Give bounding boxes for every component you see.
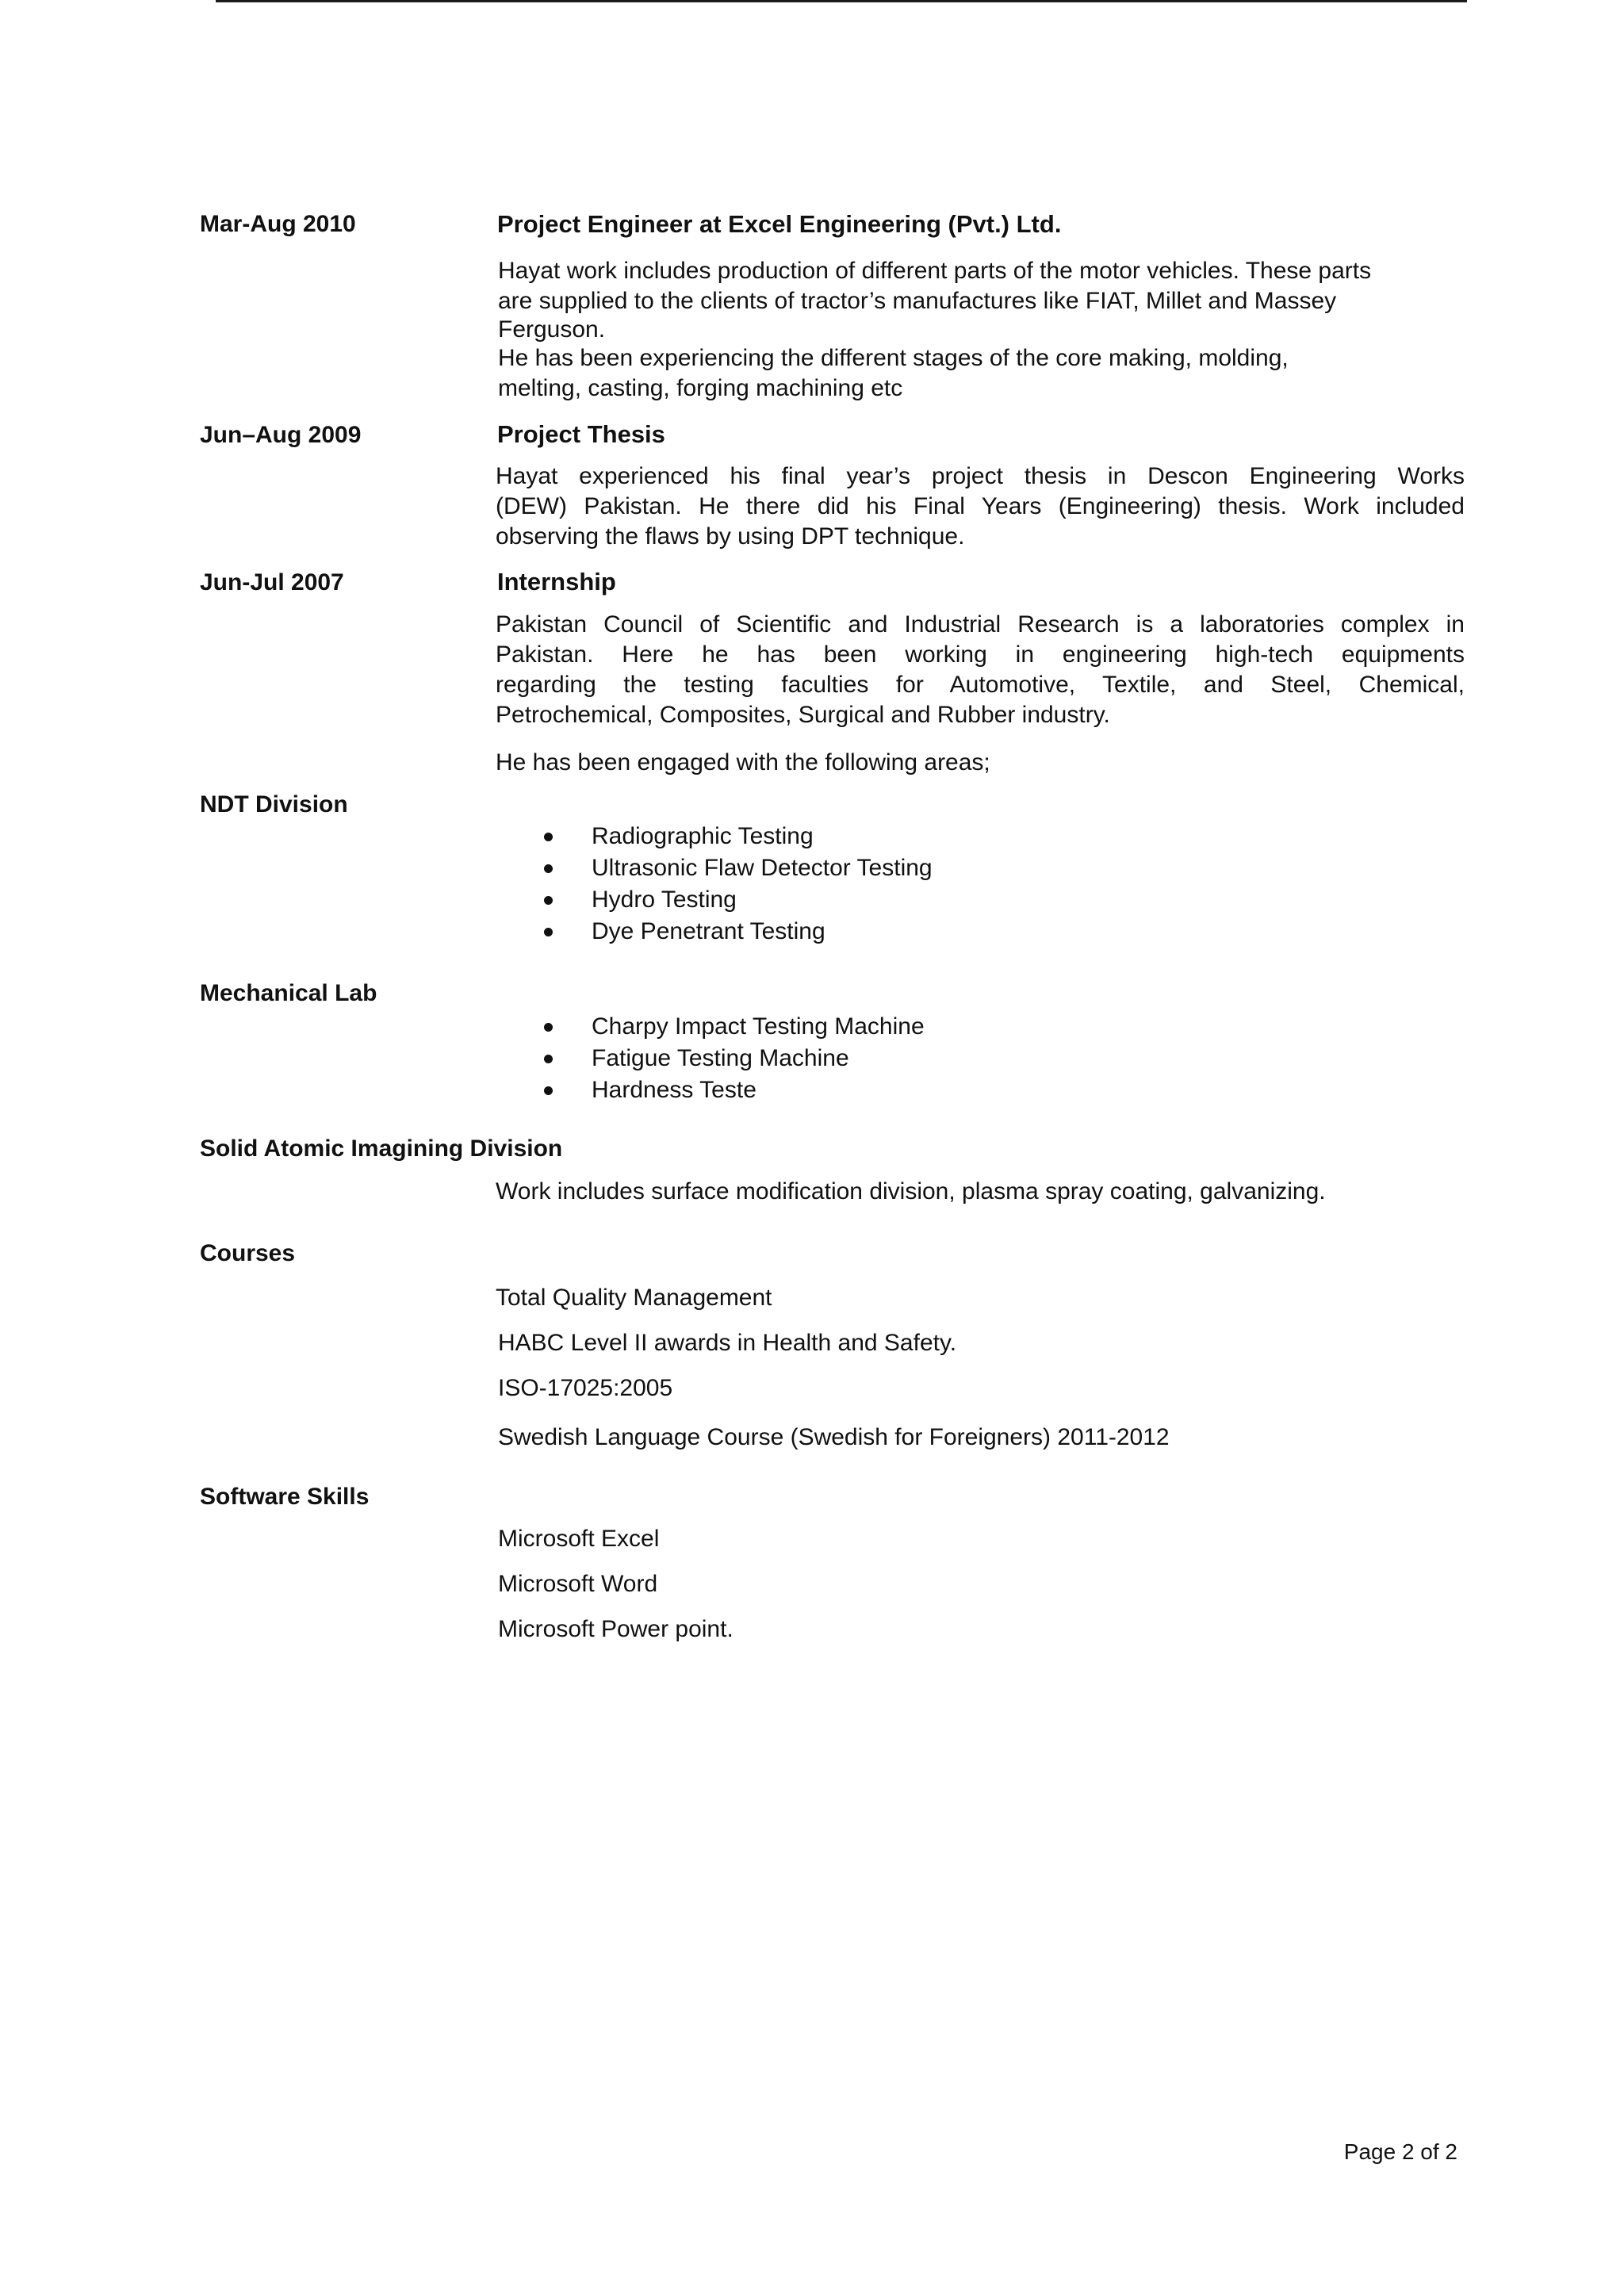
exp3-line: Petrochemical, Composites, Surgical and Rubber industry. <box>496 702 1110 728</box>
exp1-date: Mar-Aug 2010 <box>200 211 356 237</box>
software-item: Microsoft Excel <box>498 1526 660 1552</box>
exp3-intro: He has been engaged with the following areas; <box>496 749 990 776</box>
list-item: Ultrasonic Flaw Detector Testing <box>544 852 933 884</box>
exp3-title: Internship <box>497 568 616 596</box>
solid-label: Solid Atomic Imagining Division <box>200 1136 563 1162</box>
top-rule <box>216 0 1467 2</box>
mech-label: Mechanical Lab <box>200 980 377 1006</box>
exp2-date: Jun–Aug 2009 <box>200 422 362 448</box>
software-label: Software Skills <box>200 1484 370 1510</box>
page-number: Page 2 of 2 <box>1343 2139 1457 2164</box>
software-item: Microsoft Word <box>498 1571 658 1597</box>
course-item: ISO-17025:2005 <box>498 1375 673 1401</box>
exp1-line: Ferguson. <box>498 316 606 343</box>
list-item: Dye Penetrant Testing <box>544 916 933 948</box>
exp1-line: melting, casting, forging machining etc <box>498 375 903 401</box>
solid-text: Work includes surface modification division, plasma spray coating, galvanizing. <box>496 1178 1326 1204</box>
exp3-description <box>496 610 1465 730</box>
bullet-icon <box>544 1023 553 1032</box>
exp2-line: (DEW) Pakistan. He there did his Final Years (Engineering) thesis. Work included <box>496 493 1465 519</box>
exp2-description <box>496 461 1465 552</box>
bullet-icon <box>544 833 553 841</box>
ndt-label: NDT Division <box>200 791 348 818</box>
exp1-line: Hayat work includes production of different parts of the motor vehicles. These parts <box>498 258 1372 284</box>
exp3-line: Pakistan Council of Scientific and Industrial Research is a laboratories complex in <box>496 611 1465 638</box>
bullet-icon <box>544 1086 553 1095</box>
mech-list <box>544 1011 925 1106</box>
exp3-date: Jun-Jul 2007 <box>200 569 344 596</box>
exp1-line: He has been experiencing the different stages of the core making, molding, <box>498 345 1289 371</box>
exp2-line: observing the flaws by using DPT technique. <box>496 523 965 550</box>
courses-label: Courses <box>200 1240 296 1266</box>
bullet-icon <box>544 896 553 905</box>
course-item: Total Quality Management <box>496 1285 772 1311</box>
exp2-title: Project Thesis <box>497 420 665 448</box>
exp2-line: Hayat experienced his final year’s project thesis in Descon Engineering Works <box>496 463 1465 489</box>
bullet-icon <box>544 1055 553 1063</box>
exp3-line: Pakistan. Here he has been working in engineering high-tech equipments <box>496 641 1465 668</box>
list-item: Fatigue Testing Machine <box>544 1043 925 1074</box>
exp1-title: Project Engineer at Excel Engineering (Pvt.) Ltd. <box>497 210 1062 238</box>
list-item: Radiographic Testing <box>544 821 933 852</box>
bullet-icon <box>544 864 553 873</box>
bullet-icon <box>544 928 553 936</box>
exp3-line: regarding the testing faculties for Automotive, Textile, and Steel, Chemical, <box>496 672 1465 698</box>
course-item: HABC Level II awards in Health and Safety. <box>498 1330 957 1356</box>
software-item: Microsoft Power point. <box>498 1616 733 1642</box>
list-item: Charpy Impact Testing Machine <box>544 1011 925 1043</box>
exp1-description <box>498 256 1467 404</box>
exp1-line: are supplied to the clients of tractor’s manufactures like FIAT, Millet and Massey <box>498 288 1337 314</box>
list-item: Hardness Teste <box>544 1074 925 1106</box>
list-item: Hydro Testing <box>544 884 933 916</box>
course-item: Swedish Language Course (Swedish for Foreigners) 2011-2012 <box>498 1424 1170 1450</box>
ndt-list <box>544 821 933 948</box>
